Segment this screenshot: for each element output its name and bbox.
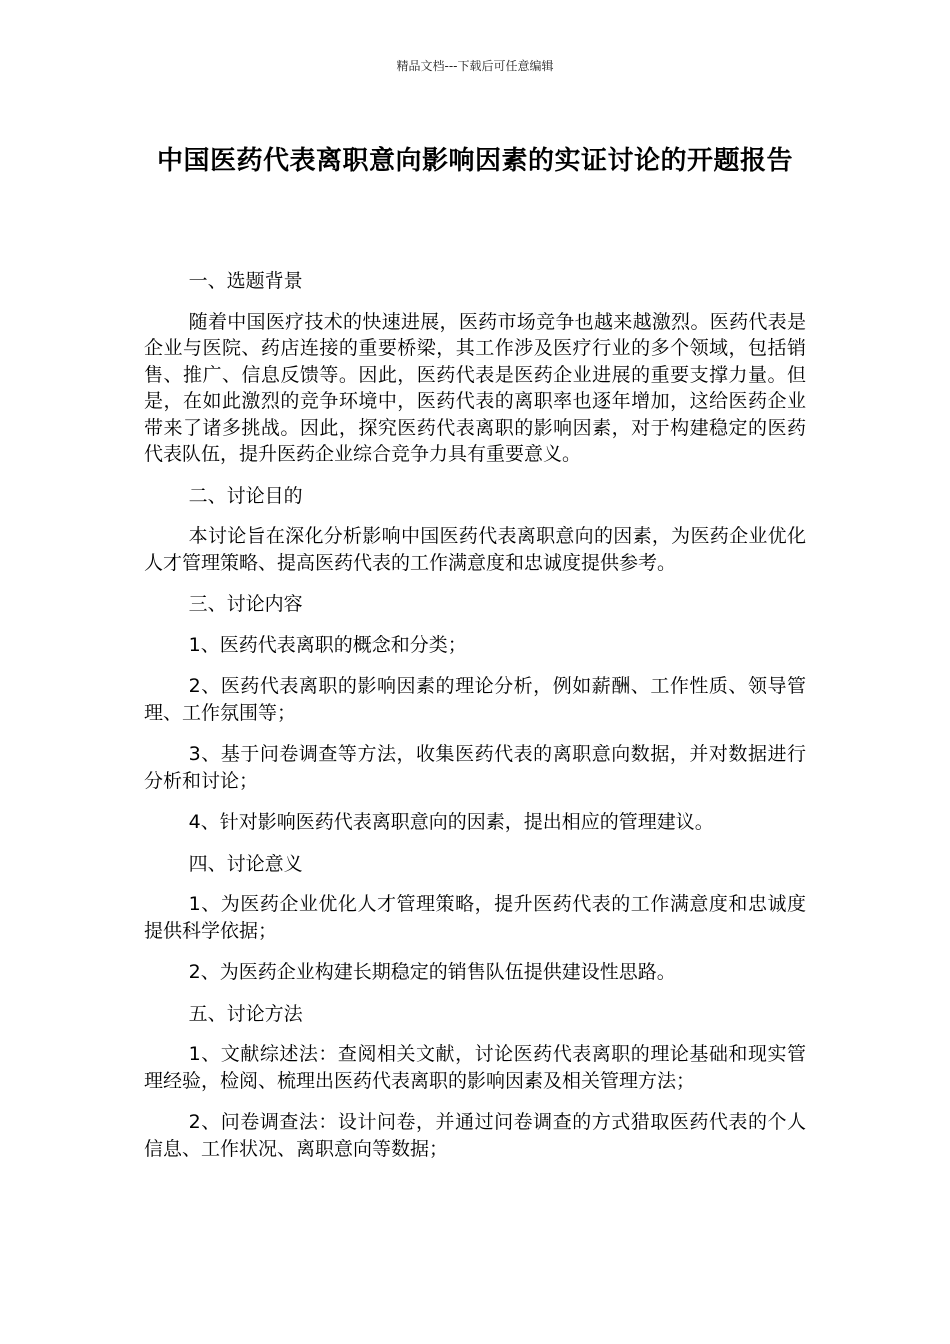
list-item: 1、为医药企业优化人才管理策略，提升医药代表的工作满意度和忠诚度提供科学依据； <box>144 893 806 942</box>
list-item: 2、为医药企业构建长期稳定的销售队伍提供建设性思路。 <box>188 961 676 983</box>
list-item: 2、医药代表离职的影响因素的理论分析，例如薪酬、工作性质、领导管理、工作氛围等； <box>144 675 806 724</box>
document-header-note: 精品文档---下载后可任意编辑 <box>396 59 554 73</box>
document-body <box>144 268 806 1177</box>
document-title: 中国医药代表离职意向影响因素的实证讨论的开题报告 <box>156 146 793 176</box>
paragraph: 本讨论旨在深化分析影响中国医药代表离职意向的因素，为医药企业优化人才管理策略、提高医药代表的工作满意度和忠诚度提供参考。 <box>144 525 806 574</box>
list-item: 4、针对影响医药代表离职意向的因素，提出相应的管理建议。 <box>188 811 714 833</box>
section-heading-significance: 四、讨论意义 <box>188 852 303 875</box>
paragraph: 随着中国医疗技术的快速进展，医药市场竞争也越来越激烈。医药代表是企业与医院、药店连接的重要桥梁，其工作涉及医疗行业的多个领域，包括销售、推广、信息反馈等。因此，医药代表是医药企业进展的重要支撑力量。但是，在如此激烈的竞争环境中，医药代表的离职率也逐年增加，这给医药企业带来了诸多挑战。因此，探究医药代表离职的影响因素，对于构建稳定的医药代表队伍，提升医药企业综合竞争力具有重要意义。 <box>144 310 806 465</box>
section-heading-background: 一、选题背景 <box>188 270 303 292</box>
list-item: 2、问卷调查法：设计问卷，并通过问卷调查的方式猎取医药代表的个人信息、工作状况、离职意向等数据； <box>144 1111 806 1160</box>
list-item: 1、医药代表离职的概念和分类； <box>188 633 467 656</box>
section-heading-content: 三、讨论内容 <box>188 593 303 615</box>
list-item: 3、基于问卷调查等方法，收集医药代表的离职意向数据，并对数据进行分析和讨论； <box>144 743 806 792</box>
section-heading-methods: 五、讨论方法 <box>188 1002 303 1025</box>
list-item: 1、文献综述法：查阅相关文献，讨论医药代表离职的理论基础和现实管理经验，检阅、梳理出医药代表离职的影响因素及相关管理方法； <box>144 1043 806 1092</box>
section-heading-purpose: 二、讨论目的 <box>188 484 303 507</box>
